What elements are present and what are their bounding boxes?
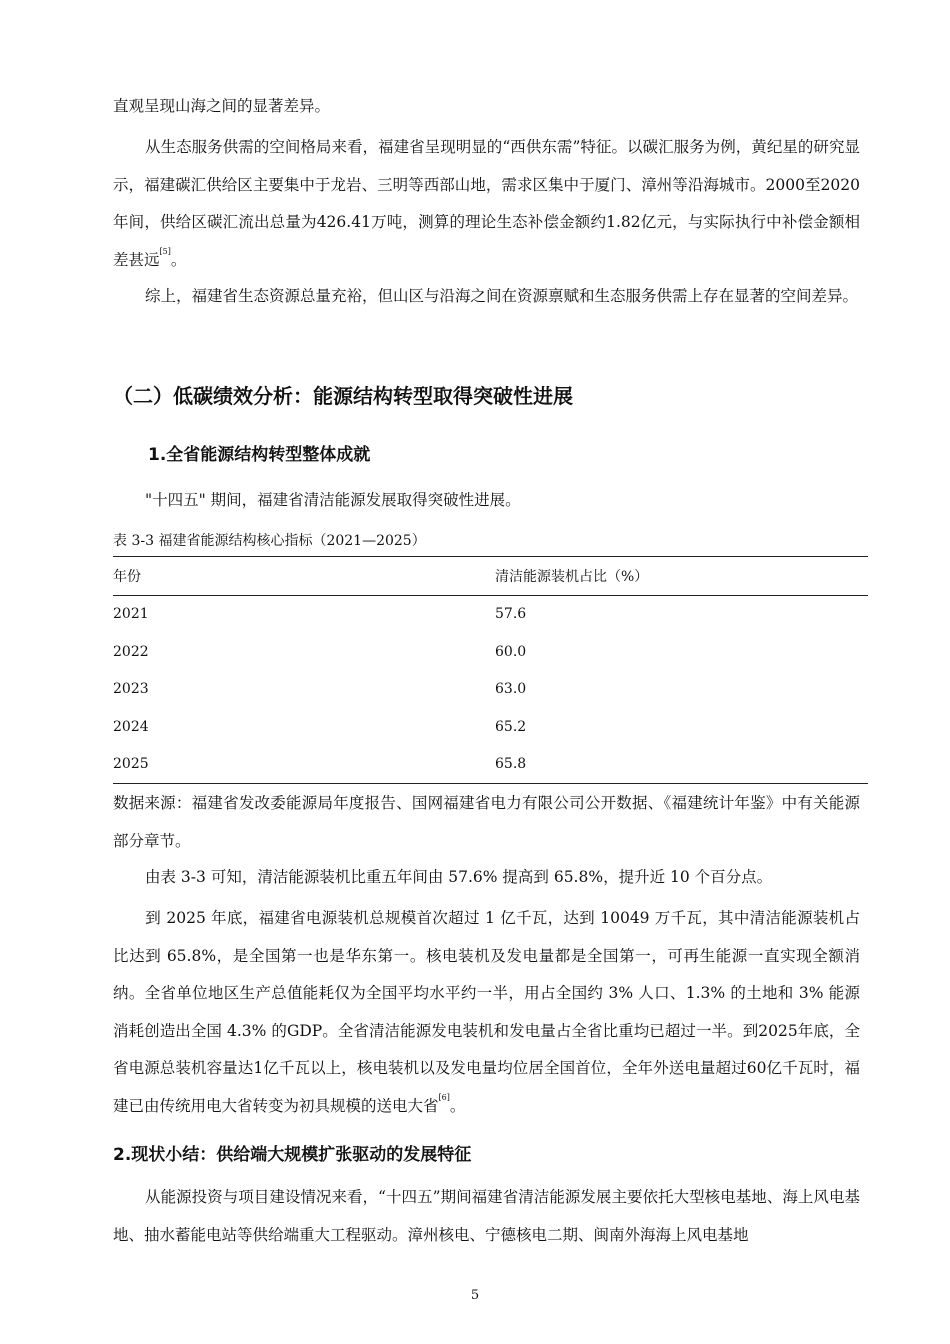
cell-year: 2021 xyxy=(113,606,149,623)
cell-year: 2025 xyxy=(113,756,149,773)
table-row xyxy=(113,633,868,671)
table-row xyxy=(113,595,868,633)
citation-ref-6[interactable]: [6] xyxy=(438,1092,450,1102)
citation-ref-5[interactable]: [5] xyxy=(159,246,171,256)
paragraph-summary: 综上，福建省生态资源总量充裕，但山区与沿海之间在资源禀赋和生态服务供需上存在显著的空间差异。 xyxy=(145,287,859,305)
cell-value: 60.0 xyxy=(495,643,527,660)
table-row xyxy=(113,671,868,709)
cell-value: 57.6 xyxy=(495,606,527,623)
section-heading: （二）低碳绩效分析：能源结构转型取得突破性进展 xyxy=(113,384,573,408)
energy-structure-table xyxy=(113,556,868,784)
cell-year: 2023 xyxy=(113,681,149,698)
table-caption: 表 3-3 福建省能源结构核心指标（2021—2025） xyxy=(113,533,426,549)
paragraph-supply-demand: 从生态服务供需的空间格局来看，福建省呈现明显的“西供东需”特征。以碳汇服务为例，黄纪星的研究显示，福建碳汇供给区主要集中于龙岩、三明等西部山地，需求区集中于厦门、漳州等沿海城市。2000至2020年间，供给区碳汇流出总量为426.41万吨，测算的理论生态补偿金额约1.82亿元，与实际执行中补偿金额相差甚远[5]。 xyxy=(113,138,860,269)
cell-value: 65.2 xyxy=(495,718,527,735)
header-clean-share: 清洁能源装机占比（%） xyxy=(495,568,649,585)
page-number: 5 xyxy=(470,1288,480,1303)
cell-value: 65.8 xyxy=(495,756,527,773)
subsection-heading-1: 1.全省能源结构转型整体成就 xyxy=(148,445,371,465)
cell-year: 2022 xyxy=(113,643,149,660)
table-row xyxy=(113,746,868,784)
paragraph-table-analysis: 由表 3-3 可知，清洁能源装机比重五年间由 57.6% 提高到 65.8%，提升近 10 个百分点。 xyxy=(145,868,773,886)
table-header-row xyxy=(113,557,868,596)
table-row xyxy=(113,708,868,746)
paragraph-continuation: 直观呈现山海之间的显著差异。 xyxy=(113,97,331,115)
paragraph-achievements: 到 2025 年底，福建省电源装机总规模首次超过 1 亿千瓦，达到 10049 万千瓦，其中清洁能源装机占比达到 65.8%，是全国第一也是华东第一。核电装机及发电量都是全国第一，可再生能源一直实现全额消纳。全省单位地区生产总值能耗仅为全国平均水平约一半，用占全国约 3% 人口、1.3% 的土地和 3% 能源消耗创造出全国 4.3% 的GDP。全省清洁能源发电装机和发电量占全省比重均已超过一半。到2025年底，全省电源总装机容量达1亿千瓦以上，核电装机以及发电量均位居全国首位，全年外送电量超过60亿千瓦时，福建已由传统用电大省转变为初具规模的送电大省[6]。 xyxy=(113,909,860,1115)
cell-year: 2024 xyxy=(113,718,149,735)
subsection-heading-2: 2.现状小结：供给端大规模扩张驱动的发展特征 xyxy=(113,1145,472,1165)
header-year: 年份 xyxy=(113,568,141,585)
cell-value: 63.0 xyxy=(495,681,527,698)
paragraph-intro: "十四五" 期间，福建省清洁能源发展取得突破性进展。 xyxy=(145,491,521,509)
data-source-note: 数据来源：福建省发改委能源局年度报告、国网福建省电力有限公司公开数据、《福建统计年鉴》中有关能源部分章节。 xyxy=(113,794,860,850)
paragraph-investment: 从能源投资与项目建设情况来看，“十四五”期间福建省清洁能源发展主要依托大型核电基地、海上风电基地、抽水蓄能电站等供给端重大工程驱动。漳州核电、宁德核电二期、闽南外海海上风电基地 xyxy=(113,1188,860,1244)
